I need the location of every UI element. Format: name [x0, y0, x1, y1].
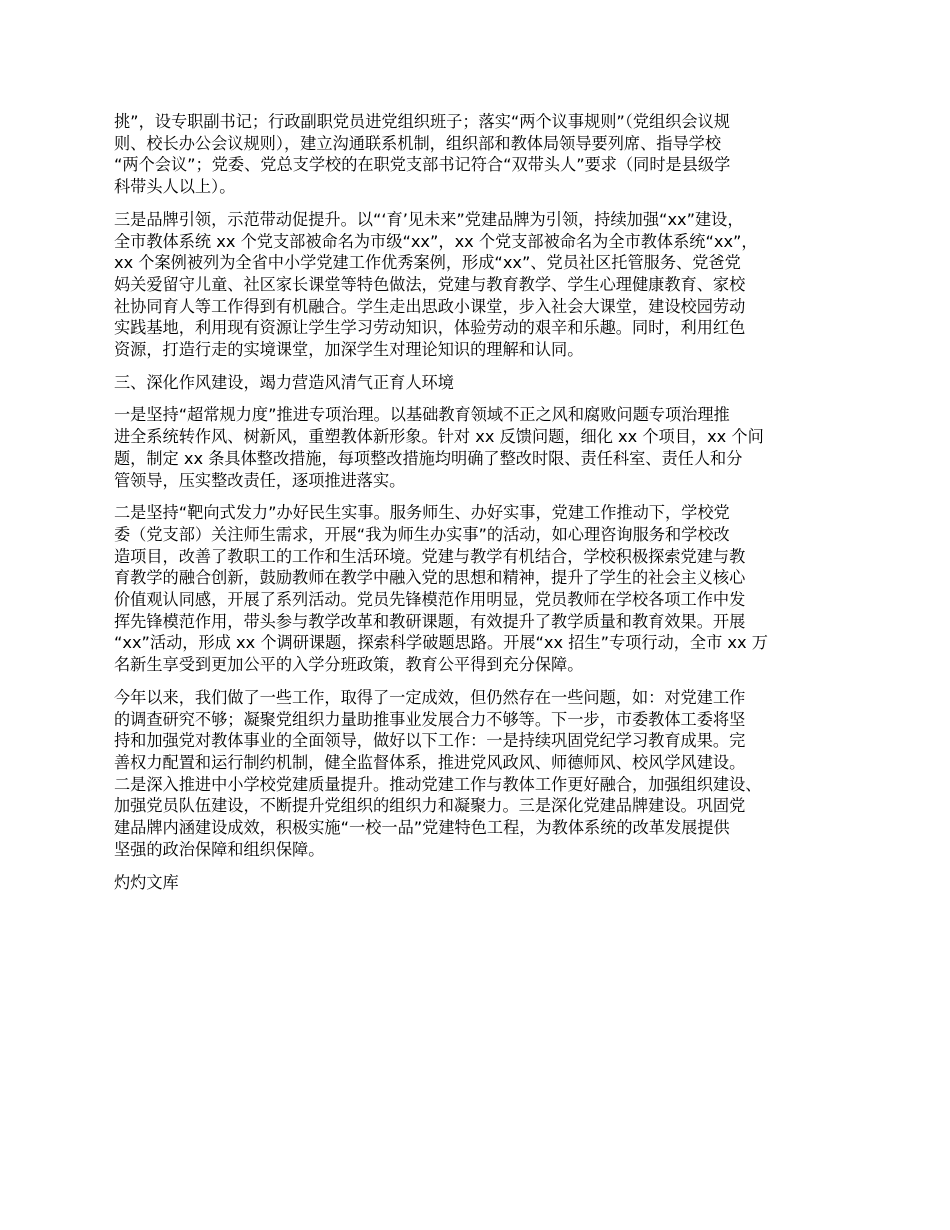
document-body	[114, 111, 854, 904]
paragraph-special-governance: 一是坚持“超常规力度”推进专项治理。以基础教育领域不正之风和腐败问题专项治理推 进全系统转作风、树新风，重塑教体新形象。针对 xx 反馈问题，细化 xx 个项目，xx 个问 题，制定 xx 条具体整改措施，每项整改措施均明确了整改时限、责任科室、责任人和分 管领导，压实整改责任，逐项推进落实。	[114, 405, 764, 490]
paragraph-livelihood-affairs: 二是坚持“靶向式发力”办好民生实事。服务师生、办好实事，党建工作推动下，学校党 委（党支部）关注师生需求，开展“我为师生办实事”的活动，如心理咨询服务和学校改 造项目，改善了教职工的工作和生活环境。党建与教学有机结合，学校积极探索党建与教 育教学的融合创新，鼓励教师在教学中融入党的思想和精神，提升了学生的社会主义核心 价值观认同感，开展了系列活动。党员先锋模范作用明显，党员教师在学校各项工作中发 挥先锋模范作用，带头参与教学改革和教研课题，有效提升了教学质量和教育效果。开展 “xx”活动，形成 xx 个调研课题，探索科学破题思路。开展“xx 招生”专项行动，全市 xx 万 名新生享受到更加公平的入学分班政策，教育公平得到充分保障。	[114, 503, 768, 675]
source-footer: 灼灼文库	[114, 872, 179, 892]
section-heading-work-style: 三、深化作风建设，竭力营造风清气正育人环境	[114, 372, 454, 392]
paragraph-brand-leadership: 三是品牌引领，示范带动促提升。以“‘育’见未来”党建品牌为引领，持续加强“xx”建设， 全市教体系统 xx 个党支部被命名为市级“xx”，xx 个党支部被命名为全市教体系统“xx”， xx 个案例被列为全省中小学党建工作优秀案例，形成“xx”、党员社区托管服务、党爸党 妈关爱留守儿童、社区家长课堂等特色做法，党建与教育教学、学生心理健康教育、家校 社协同育人等工作得到有机融合。学生走出思政小课堂，步入社会大课堂，建设校园劳动 实践基地，利用现有资源让学生学习劳动知识，体验劳动的艰辛和乐趣。同时，利用红色 资源，打造行走的实境课堂，加深学生对理论知识的理解和认同。	[114, 209, 758, 360]
paragraph-summary-next-steps: 今年以来，我们做了一些工作，取得了一定成效，但仍然存在一些问题，如：对党建工作 的调查研究不够；凝聚党组织力量助推事业发展合力不够等。下一步，市委教体工委将坚 持和加强党对教体事业的全面领导，做好以下工作：一是持续巩固党纪学习教育成果。完 善权力配置和运行制约机制，健全监督体系，推进党风政风、师德师风、校风学风建设。 二是深入推进中小学校党建质量提升。推动党建工作与教体工作更好融合，加强组织建设、 加强党员队伍建设，不断提升党组织的组织力和凝聚力。三是深化党建品牌建设。巩固党 建品牌内涵建设成效，积极实施“一校一品”党建特色工程，为教体系统的改革发展提供 坚强的政治保障和组织保障。	[114, 687, 762, 859]
paragraph-party-organization-rules: 挑”，设专职副书记；行政副职党员进党组织班子；落实“两个议事规则”（党组织会议规 则、校长办公会议规则），建立沟通联系机制，组织部和教体局领导要列席、指导学校 “两个会议”；党委、党总支学校的在职党支部书记符合“双带头人”要求（同时是县级学 科带头人以上）。	[114, 112, 731, 197]
